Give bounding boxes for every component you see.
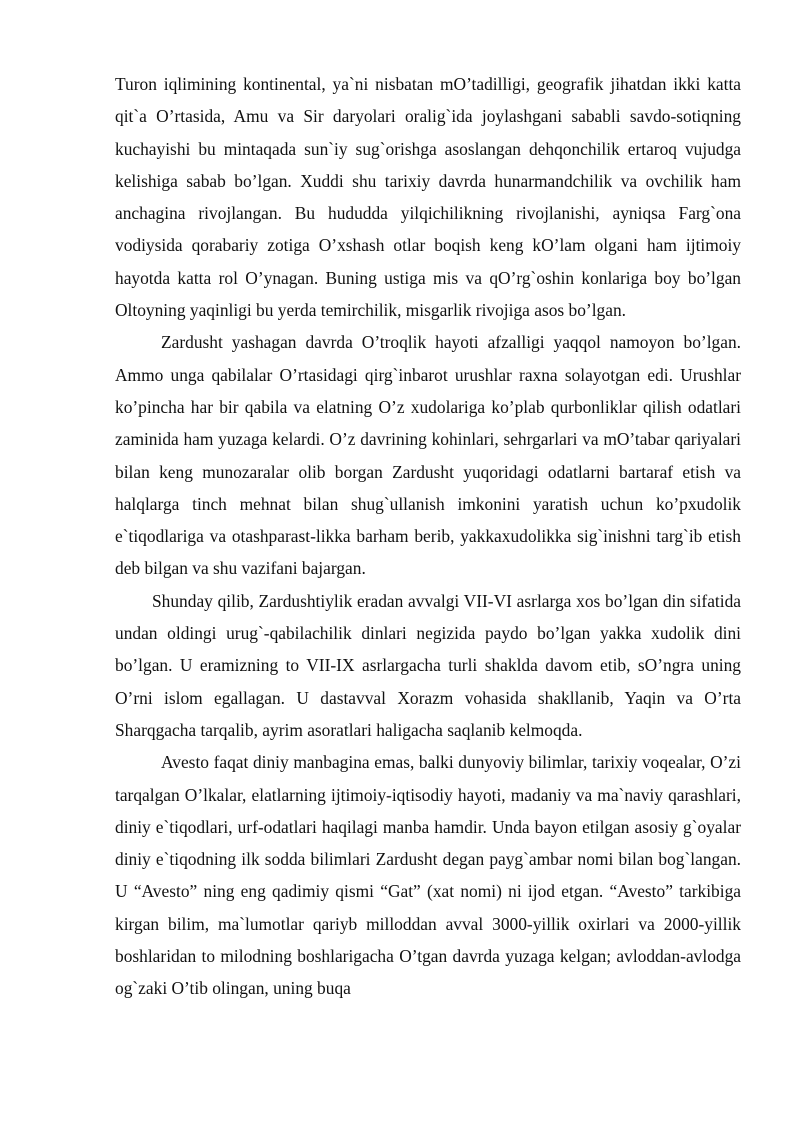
paragraph-zardusht: Zardusht yashagan davrda O’troqlik hayoti afzalligi yaqqol namoyon bo’lgan. Ammo unga qabilalar O’rtasidagi qirg`inbarot urushlar raxna solayotgan edi. Urushlar ko’pincha har bir qabila va elatning O’z xudolariga ko’plab qurbonliklar qilish odatlari zaminida ham yuzaga kelardi. O’z davrining kohinlari, sehrgarlari va mO’tabar qariyalari bilan keng munozaralar olib borgan Zardusht yuqoridagi odatlarni bartaraf etish va halqlarga tinch mehnat bilan shug`ullanish imkonini yaratish uchun ko’pxudolik e`tiqodlariga va otashparast-likka barham berib, yakkaxudolikka sig`inishni targ`ib etish deb bilgan va shu vazifani bajargan. <box>115 332 741 579</box>
paragraph-zardushtiylik: Shunday qilib, Zardushtiylik eradan avvalgi VII-VI asrlarga xos bo’lgan din sifatida undan oldingi urug`-qabilachilik dinlari negizida paydo bo’lgan yakka xudolik dini bo’lgan. U eramizning to VII-IX asrlargacha turli shaklda davom etib, sO’ngra uning O’rni islom egallagan. U dastavval Xorazm vohasida shakllanib, Yaqin va O’rta Sharqgacha tarqalib, ayrim asoratlari haligacha saqlanib kelmoqda. <box>115 590 741 740</box>
document-page <box>115 68 741 1005</box>
paragraph-avesto: Avesto faqat diniy manbagina emas, balki dunyoviy bilimlar, tarixiy voqealar, O’zi tarqalgan O’lkalar, elatlarning ijtimoiy-iqtisodiy hayoti, madaniy va ma`naviy qarashlari, diniy e`tiqodlari, urf-odatlari haqilagi manba hamdir. Unda bayon etilgan asosiy g`oyalar diniy e`tiqodning ilk sodda bilimlari Zardusht degan payg`ambar nomi bilan bog`langan. U “Avesto” ning eng qadimiy qismi “Gat” (xat nomi) ni ijod etgan. “Avesto” tarkibiga kirgan bilim, ma`lumotlar qariyb milloddan avval 3000-yillik oxirlari va 2000-yillik boshlaridan to milodning boshlarigacha O’tgan davrda yuzaga kelgan; avloddan-avlodga og`zaki O’tib olingan, uning buqa <box>115 752 741 999</box>
paragraph-turon: Turon iqlimining kontinental, ya`ni nisbatan mO’tadilligi, geografik jihatdan ikki katta qit`a O’rtasida, Amu va Sir daryolari oralig`ida joylashgani sababli savdo-sotiqning kuchayishi bu mintaqada sun`iy sug`orishga asoslangan dehqonchilik ertaroq vujudga kelishiga sabab bo’lgan. Xuddi shu tarixiy davrda hunarmandchilik va ovchilik ham anchagina rivojlangan. Bu hududda yilqichilikning rivojlanishi, ayniqsa Farg`ona vodiysida qorabariy zotiga O’xshash otlar boqish keng kO’lam olgani ham ijtimoiy hayotda katta rol O’ynagan. Buning ustiga mis va qO’rg`oshin konlariga boy bo’lgan Oltoyning yaqinligi bu yerda temirchilik, misgarlik rivojiga asos bo’lgan. <box>115 74 741 321</box>
